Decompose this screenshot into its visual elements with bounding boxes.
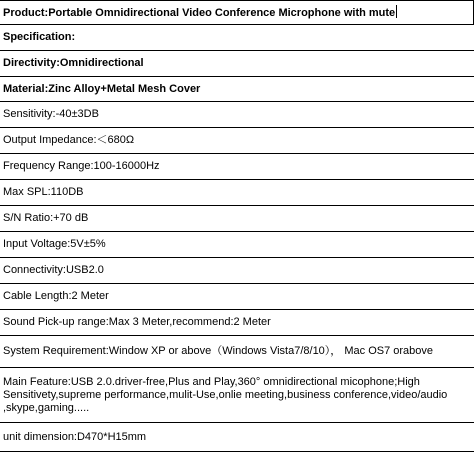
cable-length-cell: Cable Length:2 Meter	[0, 284, 474, 310]
text-cursor	[396, 5, 397, 18]
row-directivity	[0, 51, 474, 77]
row-material	[0, 77, 474, 102]
material-cell: Material:Zinc Alloy+Metal Mesh Cover	[0, 77, 474, 102]
system-requirement-cell: System Requirement:Window XP or above（Windows Vista7/8/10）， Mac OS7 orabove	[0, 336, 474, 368]
row-system-requirement	[0, 336, 474, 368]
max-spl-cell: Max SPL:110DB	[0, 180, 474, 206]
row-pickup-range	[0, 310, 474, 336]
row-input-voltage	[0, 232, 474, 258]
row-max-spl	[0, 180, 474, 206]
main-feature-cell: Main Feature:USB 2.0.driver-free,Plus and Play,360° omnidirectional micophone;High Sensitivety,supreme performance,mulit-Use,onlie meeting,business conference,video/audio ,skype,gaming.....	[0, 368, 474, 423]
row-sn-ratio	[0, 206, 474, 232]
unit-dimension-cell: unit dimension:D470*H15mm	[0, 423, 474, 452]
output-impedance-cell: Output Impedance:＜680Ω	[0, 128, 474, 154]
row-sensitivity	[0, 102, 474, 128]
sn-ratio-cell: S/N Ratio:+70 dB	[0, 206, 474, 232]
frequency-range-cell: Frequency Range:100-16000Hz	[0, 154, 474, 180]
specification-heading: Specification:	[0, 25, 474, 51]
row-frequency-range	[0, 154, 474, 180]
product-text: Product:Portable Omnidirectional Video Conference Microphone with mute	[3, 7, 396, 19]
product-cell[interactable]	[0, 1, 474, 25]
row-main-feature	[0, 368, 474, 423]
row-product	[0, 1, 474, 25]
row-connectivity	[0, 258, 474, 284]
row-unit-dimension	[0, 423, 474, 452]
input-voltage-cell: Input Voltage:5V±5%	[0, 232, 474, 258]
pickup-range-cell: Sound Pick-up range:Max 3 Meter,recommend:2 Meter	[0, 310, 474, 336]
row-specification	[0, 25, 474, 51]
connectivity-cell: Connectivity:USB2.0	[0, 258, 474, 284]
sensitivity-cell: Sensitivity:-40±3DB	[0, 102, 474, 128]
row-output-impedance	[0, 128, 474, 154]
row-cable-length	[0, 284, 474, 310]
directivity-cell: Directivity:Omnidirectional	[0, 51, 474, 77]
